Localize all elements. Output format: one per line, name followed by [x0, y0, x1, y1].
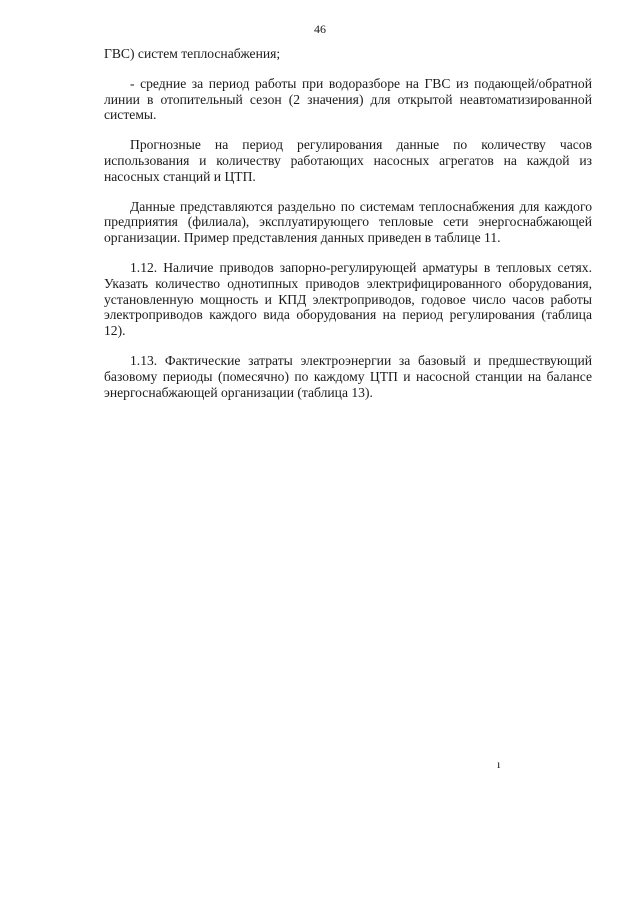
page-number: 46	[314, 22, 326, 36]
footer-mark: ı	[497, 757, 501, 771]
paragraph-continuation: ГВС) систем теплоснабжения;	[104, 46, 281, 61]
document-body	[104, 46, 592, 400]
paragraph-bullet-average: - средние за период работы при водоразборе на ГВС из подающей/обратной линии в отопительный сезон (2 значения) для открытой неавтоматизированной системы.	[104, 75, 592, 123]
paragraph-1-12: 1.12. Наличие приводов запорно-регулирующей арматуры в тепловых сетях. Указать количество однотипных приводов электрифицированного оборудования, установленную мощность и КПД электроприводов, годовое число часов работы электроприводов каждого вида оборудования на период регулирования (таблица 12).	[104, 259, 592, 339]
paragraph-forecast: Прогнозные на период регулирования данные по количеству часов использования и количеству работающих насосных агрегатов на каждой из насосных станций и ЦТП.	[104, 137, 592, 184]
paragraph-data-separately: Данные представляются раздельно по системам теплоснабжения для каждого предприятия (филиала), эксплуатирующего тепловые сети энергоснабжающей организации. Пример представления данных приведен в таблице 11.	[104, 198, 592, 246]
paragraph-1-13: 1.13. Фактические затраты электроэнергии за базовый и предшествующий базовому периоды (помесячно) по каждому ЦТП и насосной станции на балансе энергоснабжающей организации (таблица 13).	[104, 352, 592, 400]
